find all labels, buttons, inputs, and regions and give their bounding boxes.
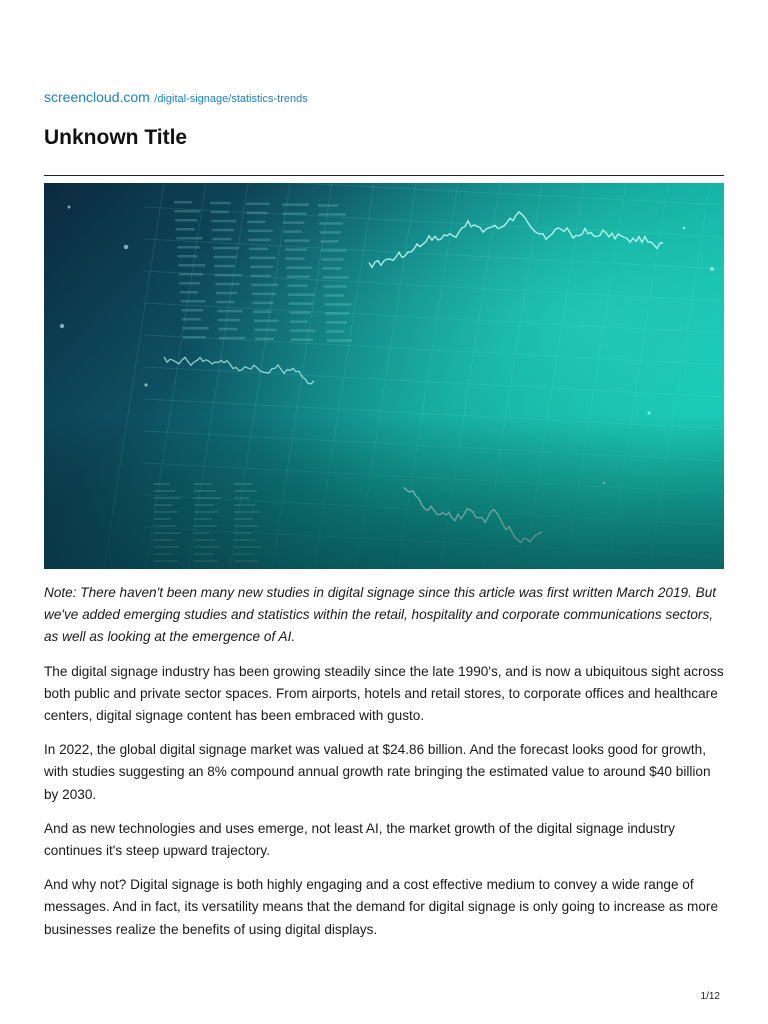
title-divider (44, 175, 724, 176)
paragraph: And why not? Digital signage is both highly engaging and a cost effective medium to convey a wide range of messages. And in fact, its versatility means that the demand for digital signage is only going to increase as more businesses realize the benefits of using digital displays. (44, 877, 718, 937)
paragraph: In 2022, the global digital signage market was valued at $24.86 billion. And the forecast looks good for growth, with studies suggesting an 8% compound annual growth rate bringing the estimated value to around $40 billion by 2030. (44, 742, 711, 802)
source-path-link[interactable]: /digital-signage/statistics-trends (154, 93, 308, 105)
paragraph: The digital signage industry has been growing steadily since the late 1990's, and is now a ubiquitous sight across both public and private sector spaces. From airports, hotels and retail stores, to corporate offices and healthcare centers, digital signage content has been embraced with gusto. (44, 663, 724, 724)
editor-note: Note: There haven't been many new studies in digital signage since this article was first written March 2019. But we've added emerging studies and statistics within the retail, hospitality and corporate communications sectors, as well as looking at the emergence of AI. (44, 585, 717, 645)
source-domain-link[interactable]: screencloud.com (44, 89, 150, 105)
paragraph: And as new technologies and uses emerge, not least AI, the market growth of the digital signage industry continues it's steep upward trajectory. (44, 820, 675, 859)
page-number: 1/12 (700, 991, 720, 1002)
article-body (44, 582, 724, 953)
source-url[interactable] (44, 89, 308, 107)
hero-image (44, 183, 724, 569)
page-title: Unknown Title (44, 126, 188, 149)
